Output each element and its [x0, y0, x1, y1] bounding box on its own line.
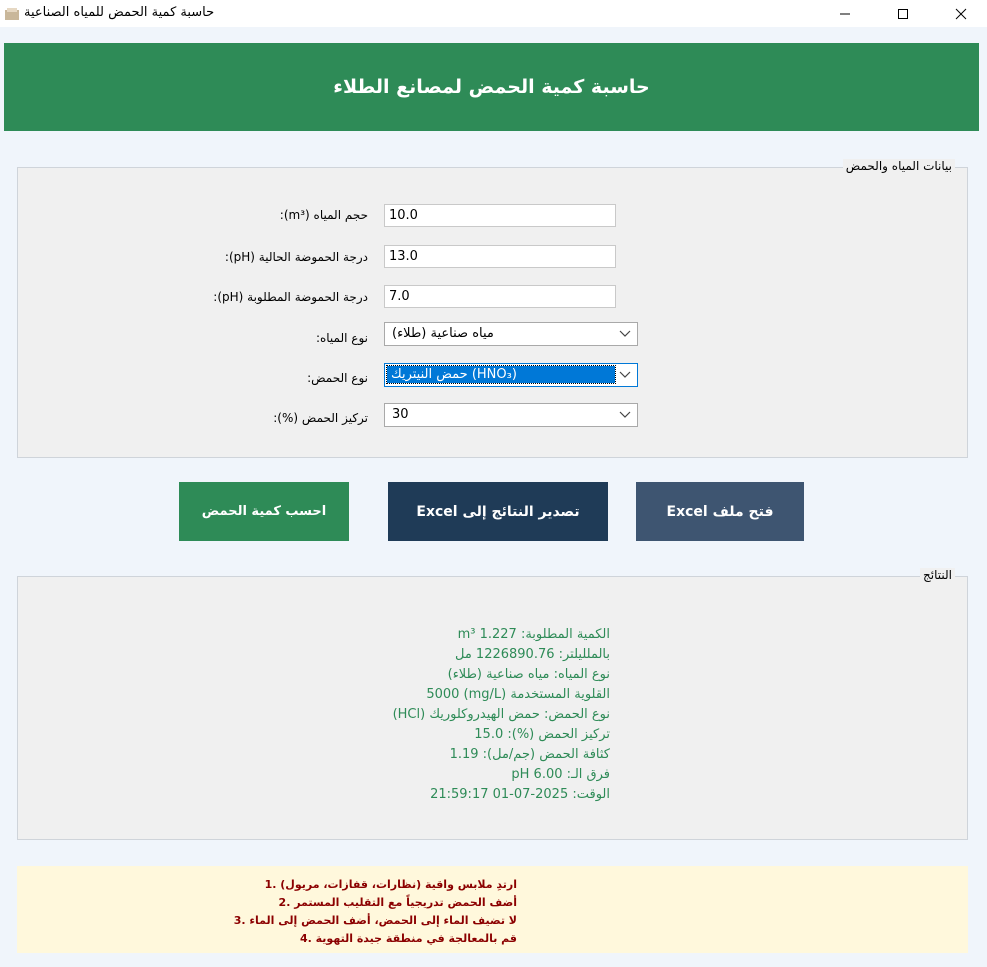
current-ph-label: :(pH) درجة الحموضة الحالية — [224, 250, 368, 264]
warning-line: لا تضيف الماء إلى الحمض، أضف الحمض إلى الماء .3 — [233, 914, 517, 927]
safety-warnings-panel — [17, 866, 968, 953]
maximize-icon — [897, 8, 909, 20]
results-text — [100, 625, 610, 805]
result-line: بالملليلتر: 1226890.76 مل — [454, 647, 610, 662]
warning-line: أضف الحمض تدريجياً مع التقليب المستمر .2 — [278, 896, 517, 909]
page-title: حاسبة كمية الحمض لمصانع الطلاء — [333, 76, 650, 98]
chevron-down-icon — [619, 410, 631, 420]
app-icon — [4, 6, 20, 22]
calculate-button[interactable]: احسب كمية الحمض — [179, 482, 349, 541]
water-type-value: مياه صناعية (طلاء) — [392, 326, 494, 341]
window-title: حاسبة كمية الحمض للمياه الصناعية — [24, 5, 215, 20]
water-volume-input[interactable] — [384, 204, 616, 227]
result-line: تركيز الحمض (%): 15.0 — [474, 727, 610, 742]
header-banner — [4, 43, 979, 131]
result-line: 5000 (mg/L) القلوية المستخدمة — [426, 687, 610, 702]
target-ph-input[interactable] — [384, 285, 616, 308]
open-excel-button[interactable]: Excel فتح ملف — [636, 482, 804, 541]
maximize-button[interactable] — [880, 0, 926, 27]
target-ph-label: :(pH) درجة الحموضة المطلوبة — [213, 290, 368, 304]
acid-type-value: حمض النيتريك (HNO₃) — [387, 366, 615, 383]
warnings-text — [197, 876, 517, 948]
water-volume-label: :(m³) حجم المياه — [279, 208, 368, 222]
chevron-down-icon — [619, 329, 631, 339]
warning-line: ارتدِ ملابس واقية (نظارات، قفازات، مريول) .1 — [264, 878, 517, 891]
warning-line: قم بالمعالجة في منطقة جيدة التهوية .4 — [299, 932, 517, 945]
close-icon — [955, 8, 967, 20]
export-excel-button[interactable]: Excel تصدير النتائج إلى — [388, 482, 608, 541]
result-line: m³ الكمية المطلوبة: 1.227 — [457, 627, 610, 642]
results-group-title: النتائج — [920, 568, 955, 582]
result-line: الوقت: 2025-07-01 21:59:17 — [430, 787, 610, 802]
water-type-label: :نوع المياه — [315, 331, 368, 345]
acid-concentration-select[interactable] — [384, 403, 638, 427]
minimize-icon — [839, 8, 851, 20]
chevron-down-icon — [619, 370, 631, 380]
acid-concentration-value: 30 — [392, 407, 409, 422]
result-line: نوع المياه: مياه صناعية (طلاء) — [447, 667, 610, 682]
result-line: (HCl) نوع الحمض: حمض الهيدروكلوريك — [392, 707, 610, 722]
acid-concentration-label: :(%) تركيز الحمض — [273, 411, 368, 425]
minimize-button[interactable] — [822, 0, 868, 27]
title-bar — [0, 0, 987, 27]
result-line: pH فرق الـ: 6.00 — [511, 767, 610, 782]
acid-type-label: :نوع الحمض — [307, 371, 368, 385]
result-line: كثافة الحمض (جم/مل): 1.19 — [449, 747, 610, 762]
acid-type-select[interactable] — [384, 363, 638, 387]
water-type-select[interactable] — [384, 322, 638, 346]
current-ph-input[interactable] — [384, 245, 616, 268]
input-group-title: بيانات المياه والحمض — [843, 159, 955, 173]
close-button[interactable] — [938, 0, 984, 27]
